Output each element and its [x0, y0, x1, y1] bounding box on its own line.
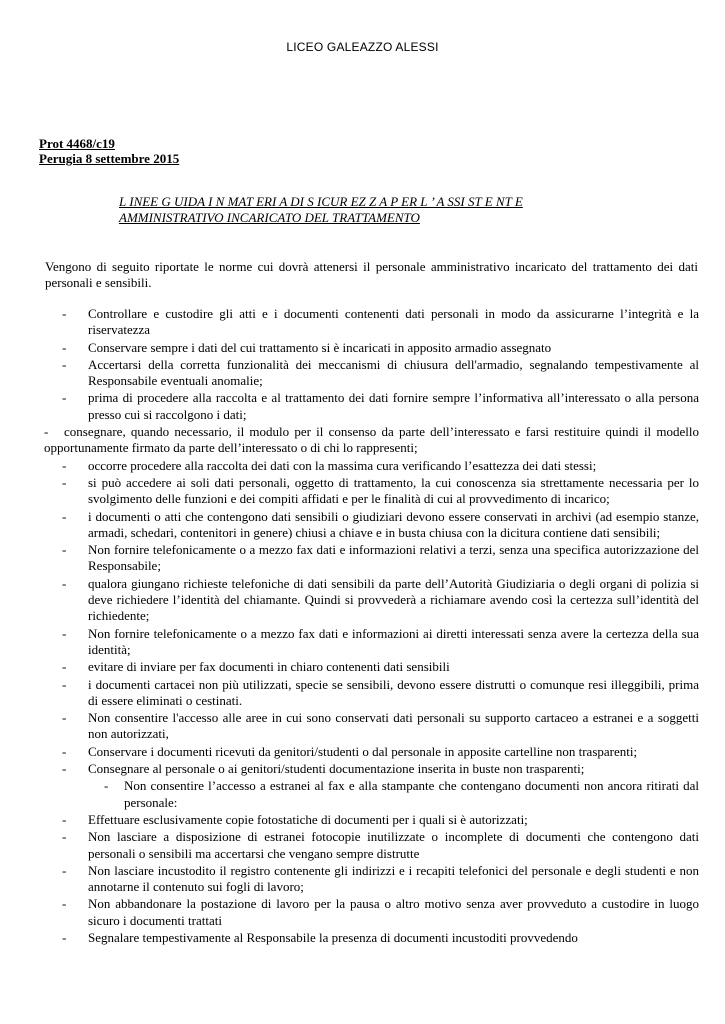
list-item-text: i documenti cartacei non più utilizzati, specie se sensibili, devono essere distrutti o comunque resi illeggibili, prima di essere eliminati o cestinati. — [88, 676, 699, 708]
list-item — [62, 626, 699, 659]
subject-line-1: L INEE G UIDA I N MAT ERI A DI S ICUR EZ Z A P ER L ’ A SSI ST E NT E — [119, 194, 523, 209]
protocol-date: Perugia 8 settembre 2015 — [39, 151, 180, 166]
list-item-text: Non lasciare a disposizione di estranei fotocopie inutilizzate o incomplete di documenti che contengono dati personali o sensibili ma accertarsi che vengano sempre distrutte — [88, 829, 699, 861]
list-item — [62, 677, 699, 710]
bullet-dash: - — [62, 896, 67, 912]
list-item — [62, 930, 699, 946]
bullet-dash: - — [62, 710, 67, 726]
bullet-dash: - — [62, 625, 67, 641]
list-item — [62, 761, 699, 777]
list-item — [62, 710, 699, 743]
school-header: LICEO GALEAZZO ALESSI — [286, 40, 439, 54]
bullet-dash: - — [62, 862, 67, 878]
list-item-text: Effettuare esclusivamente copie fotostatiche di documenti per i quali si è autorizzati; — [88, 811, 528, 827]
intro-paragraph: Vengono di seguito riportate le norme cui dovrà attenersi il personale amministrativo incaricato del trattamento dei dati personali e sensibili. — [45, 259, 698, 290]
list-item — [62, 390, 699, 423]
list-item-text: Consegnare al personale o ai genitori/studenti documentazione inserita in buste non trasparenti; — [88, 761, 585, 777]
list-item — [62, 458, 699, 474]
list-item — [62, 340, 699, 356]
list-item — [62, 542, 699, 575]
bullet-dash: - — [44, 424, 49, 440]
list-item — [62, 778, 699, 811]
bullet-dash: - — [62, 474, 67, 490]
list-item-text: Conservare sempre i dati del cui trattamento si è incaricati in apposito armadio assegnato — [88, 339, 552, 355]
list-item — [62, 475, 699, 508]
document-subject — [119, 194, 639, 226]
bullet-dash: - — [62, 929, 67, 945]
list-item — [62, 896, 699, 929]
list-item — [62, 812, 699, 828]
bullet-dash: - — [62, 306, 67, 321]
list-item — [62, 357, 699, 390]
list-item — [62, 863, 699, 896]
bullet-dash: - — [62, 356, 67, 372]
guidelines-list — [44, 306, 699, 947]
list-item-text: Non consentire l’accesso a estranei al fax e alla stampante che contengano documenti non ancora ritirati dal personale: — [124, 778, 699, 810]
list-item-text: occorre procedere alla raccolta dei dati con la massima cura verificando l’esattezza dei dati stessi; — [88, 457, 597, 473]
list-item-text: Non fornire telefonicamente o a mezzo fax dati e informazioni ai diretti interessati senza avere la certezza della sua identità; — [88, 625, 699, 657]
list-item-text: evitare di inviare per fax documenti in chiaro contenenti dati sensibili — [88, 659, 450, 675]
protocol-block — [39, 136, 179, 166]
list-item-text: Accertarsi della corretta funzionalità dei meccanismi di chiusura dell'armadio, segnalando tempestivamente al Responsabile eventuali anomalie; — [88, 356, 699, 389]
list-item-text: i documenti o atti che contengono dati sensibili o giudiziari devono essere conservati in archivi (ad esempio stanze, armadi, schedari, contenitori in genere) chiusi a chiave e in busta chiusa con la dicitura contiene dati sensibili; — [88, 508, 699, 540]
bullet-dash: - — [104, 778, 109, 794]
bullet-dash: - — [62, 761, 67, 777]
bullet-dash: - — [62, 390, 67, 406]
subject-line-2: AMMINISTRATIVO INCARICATO DEL TRATTAMENTO — [119, 210, 420, 225]
list-item — [62, 744, 699, 760]
list-item-text: Non lasciare incustodito il registro contenente gli indirizzi e i recapiti telefonici del personale e degli studenti e non annotarne il contenuto sui fogli di lavoro; — [88, 862, 699, 895]
list-item-text: qualora giungano richieste telefoniche di dati sensibili da parte dell’Autorità Giudiziaria o degli organi di polizia si deve richiedere l’identità del chiamante. Quindi si provvederà a richiamare avendo così la certezza sull’identità del richiedente; — [88, 575, 699, 624]
list-item-text: Segnalare tempestivamente al Responsabile la presenza di documenti incustoditi provvedendo — [88, 929, 578, 945]
list-item-text: Non abbandonare la postazione di lavoro per la pausa o altro motivo senza aver provveduto a custodire in luogo sicuro i documenti trattati — [88, 896, 699, 928]
bullet-dash: - — [62, 829, 67, 845]
list-item — [44, 424, 699, 457]
list-item-text: Non consentire l'accesso alle aree in cui sono conservati dati personali su supporto cartaceo a estranei e a soggetti non autorizzati, — [88, 710, 699, 742]
bullet-dash: - — [62, 676, 67, 692]
bullet-dash: - — [62, 659, 67, 675]
list-item — [62, 659, 699, 675]
list-item — [62, 509, 699, 542]
bullet-dash: - — [62, 811, 67, 827]
list-item-text: prima di procedere alla raccolta e al trattamento dei dati fornire sempre l’informativa all’interessato o alla persona presso cui si raccolgono i dati; — [88, 390, 699, 422]
bullet-dash: - — [62, 339, 67, 355]
list-item-text: Conservare i documenti ricevuti da genitori/studenti o dal personale in apposite cartelline non trasparenti; — [88, 743, 638, 759]
bullet-dash: - — [62, 542, 67, 558]
list-item-text: consegnare, quando necessario, il modulo per il consenso da parte dell’interessato e farsi restituire quindi il modello opportunamente firmato da parte dell’interessato o di chi lo rappresenti; — [44, 424, 699, 456]
protocol-number: Prot 4468/c19 — [39, 136, 115, 151]
bullet-dash: - — [62, 575, 67, 591]
list-item — [62, 306, 699, 339]
list-item — [62, 829, 699, 862]
bullet-dash: - — [62, 457, 67, 473]
bullet-dash: - — [62, 743, 67, 759]
list-item-text: si può accedere ai soli dati personali, oggetto di trattamento, la cui conoscenza sia strettamente necessaria per lo svolgimento delle funzioni e dei compiti affidati e per le finalità di cui al provvedimento di incarico; — [88, 474, 699, 507]
list-item-text: Non fornire telefonicamente o a mezzo fax dati e informazioni relativi a terzi, senza una specifica autorizzazione del Responsabile; — [88, 542, 699, 574]
list-item-text: Controllare e custodire gli atti e i documenti contenenti dati personali in modo da assicurarne l’integrità e la riservatezza — [88, 306, 699, 338]
bullet-dash: - — [62, 508, 67, 524]
list-item — [62, 576, 699, 625]
